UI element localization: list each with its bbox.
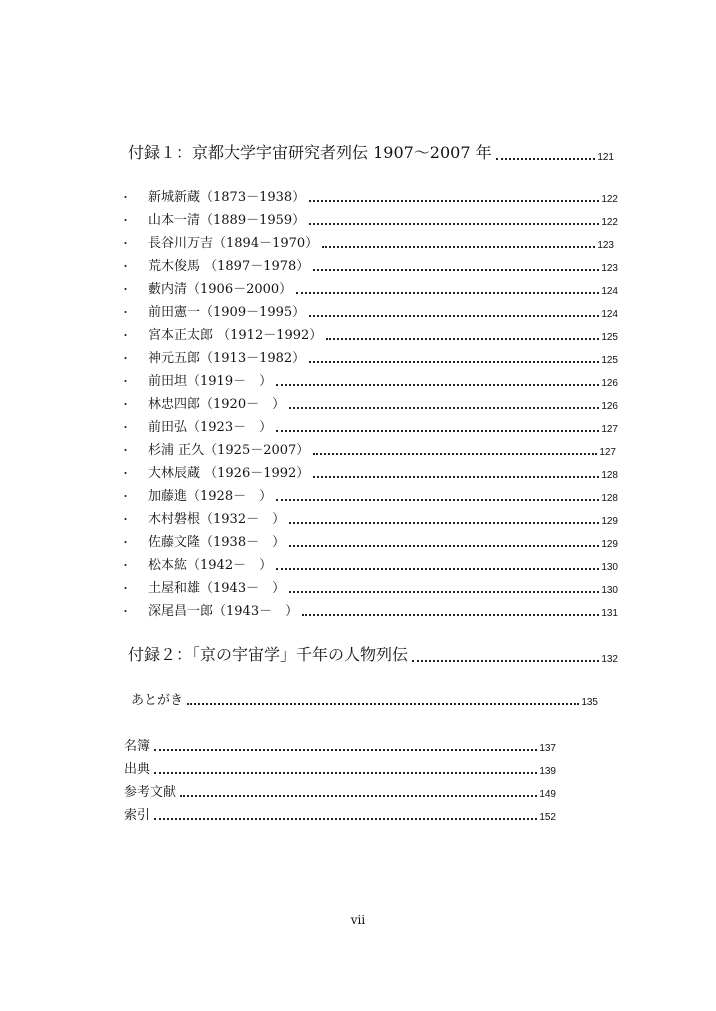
bullet-marker: ・ <box>120 352 131 365</box>
entry-page: 127 <box>601 424 618 435</box>
toc-entry[interactable] <box>148 462 618 481</box>
toc-entry[interactable] <box>148 301 618 320</box>
leader-dots <box>496 158 596 160</box>
leader-dots <box>289 545 599 547</box>
entry-page: 123 <box>601 263 618 274</box>
entry-page: 122 <box>601 194 618 205</box>
toc-entry[interactable] <box>148 508 618 527</box>
entry-name: 新城新蔵（1873－1938） <box>148 190 306 205</box>
entry-name: 神元五郎（1913－1982） <box>148 351 306 366</box>
leader-dots <box>309 200 599 202</box>
bullet-marker: ・ <box>120 467 131 480</box>
bullet-marker: ・ <box>120 237 131 250</box>
afterword-label: あとがき <box>131 693 184 708</box>
page-number: vii <box>350 913 366 927</box>
bullet-marker: ・ <box>120 283 131 296</box>
leader-dots <box>309 223 599 225</box>
leader-dots <box>289 591 599 593</box>
appendix2-title: 付録２：「京の宇宙学」千年の人物列伝 <box>128 645 409 664</box>
entry-name: 木村磐根（1932－ ） <box>148 512 286 527</box>
entry-page: 129 <box>601 516 618 527</box>
entry-page: 124 <box>601 309 618 320</box>
leader-dots <box>309 315 599 317</box>
bullet-marker: ・ <box>120 398 131 411</box>
back-matter-entry[interactable] <box>124 804 556 823</box>
leader-dots <box>289 407 599 409</box>
bullet-marker: ・ <box>120 214 131 227</box>
entry-page: 131 <box>601 608 618 619</box>
toc-entry[interactable] <box>148 600 618 619</box>
toc-entry[interactable] <box>148 347 618 366</box>
leader-dots <box>326 338 599 340</box>
entry-name: 土屋和雄（1943－ ） <box>148 581 286 596</box>
bullet-marker: ・ <box>120 421 131 434</box>
toc-entry[interactable] <box>148 186 618 205</box>
entry-page: 128 <box>601 493 618 504</box>
leader-dots <box>302 614 599 616</box>
leader-dots <box>276 568 599 570</box>
back-matter-entry[interactable] <box>124 735 556 754</box>
appendix1-heading[interactable] <box>128 140 614 163</box>
entry-page: 126 <box>601 401 618 412</box>
entry-name: 加藤進（1928－ ） <box>148 489 273 504</box>
leader-dots <box>276 499 599 501</box>
entry-page: 128 <box>601 470 618 481</box>
bullet-marker: ・ <box>120 444 131 457</box>
bullet-marker: ・ <box>120 329 131 342</box>
entry-name: 長谷川万吉（1894－1970） <box>148 236 319 251</box>
back-matter-label: 出典 <box>124 762 151 777</box>
appendix1-title: 付録１：京都大学宇宙研究者列伝 1907〜2007 年 <box>128 143 492 162</box>
entry-page: 129 <box>601 539 618 550</box>
leader-dots <box>296 292 599 294</box>
back-matter-label: 名簿 <box>124 739 151 754</box>
back-matter-page: 152 <box>539 812 556 823</box>
bullet-marker: ・ <box>120 191 131 204</box>
entry-name: 山本一清（1889－1959） <box>148 213 306 228</box>
bullet-marker: ・ <box>120 306 131 319</box>
bullet-marker: ・ <box>120 490 131 503</box>
entry-name: 大林辰蔵 （1926－1992） <box>148 466 310 481</box>
bullet-marker: ・ <box>120 536 131 549</box>
back-matter-entry[interactable] <box>124 758 556 777</box>
entry-name: 深尾昌一郎（1943－ ） <box>148 604 299 619</box>
leader-dots <box>154 818 537 820</box>
toc-entry[interactable] <box>148 577 618 596</box>
leader-dots <box>154 749 537 751</box>
leader-dots <box>313 453 597 455</box>
appendix2-heading[interactable] <box>128 642 618 665</box>
back-matter-page: 139 <box>539 766 556 777</box>
entry-name: 藪内清（1906－2000） <box>148 282 293 297</box>
toc-entry[interactable] <box>148 370 618 389</box>
leader-dots <box>322 246 595 248</box>
toc-entry[interactable] <box>148 324 618 343</box>
entry-name: 前田坦（1919－ ） <box>148 374 273 389</box>
entry-page: 127 <box>599 447 616 458</box>
leader-dots <box>276 430 599 432</box>
toc-entry[interactable] <box>148 232 614 251</box>
leader-dots <box>309 361 599 363</box>
entry-name: 松本紘（1942－ ） <box>148 558 273 573</box>
entry-page: 122 <box>601 217 618 228</box>
entry-page: 130 <box>601 562 618 573</box>
entry-page: 124 <box>601 286 618 297</box>
entry-page: 125 <box>601 355 618 366</box>
toc-entry[interactable] <box>148 278 618 297</box>
leader-dots <box>289 522 599 524</box>
entry-name: 宮本正太郎 （1912－1992） <box>148 328 323 343</box>
toc-entry[interactable] <box>148 393 618 412</box>
entry-page: 126 <box>601 378 618 389</box>
toc-entry[interactable] <box>148 416 618 435</box>
appendix1-page: 121 <box>597 152 614 163</box>
entry-page: 123 <box>597 240 614 251</box>
back-matter-entry[interactable] <box>124 781 556 800</box>
entry-page: 130 <box>601 585 618 596</box>
toc-entry[interactable] <box>148 485 618 504</box>
bullet-marker: ・ <box>120 513 131 526</box>
toc-entry[interactable] <box>148 209 618 228</box>
leader-dots <box>313 476 599 478</box>
bullet-marker: ・ <box>120 375 131 388</box>
back-matter-label: 索引 <box>124 808 151 823</box>
bullet-marker: ・ <box>120 605 131 618</box>
back-matter-label: 参考文献 <box>124 785 177 800</box>
entry-name: 杉浦 正久（1925－2007） <box>148 443 310 458</box>
leader-dots <box>412 660 599 662</box>
entry-name: 前田弘（1923－ ） <box>148 420 273 435</box>
entry-page: 125 <box>601 332 618 343</box>
entry-name: 林忠四郎（1920－ ） <box>148 397 286 412</box>
bullet-marker: ・ <box>120 582 131 595</box>
leader-dots <box>276 384 599 386</box>
back-matter-page: 137 <box>539 743 556 754</box>
leader-dots <box>313 269 599 271</box>
entry-name: 荒木俊馬 （1897－1978） <box>148 259 310 274</box>
bullet-marker: ・ <box>120 559 131 572</box>
bullet-marker: ・ <box>120 260 131 273</box>
toc-entry[interactable] <box>148 255 618 274</box>
leader-dots <box>187 703 579 705</box>
toc-entry[interactable] <box>148 439 616 458</box>
leader-dots <box>154 772 537 774</box>
afterword-entry[interactable] <box>131 689 598 708</box>
afterword-page: 135 <box>581 697 598 708</box>
back-matter-page: 149 <box>539 789 556 800</box>
appendix2-page: 132 <box>601 654 618 665</box>
toc-entry[interactable] <box>148 554 618 573</box>
leader-dots <box>180 795 537 797</box>
entry-name: 佐藤文隆（1938－ ） <box>148 535 286 550</box>
entry-name: 前田憲一（1909－1995） <box>148 305 306 320</box>
toc-entry[interactable] <box>148 531 618 550</box>
